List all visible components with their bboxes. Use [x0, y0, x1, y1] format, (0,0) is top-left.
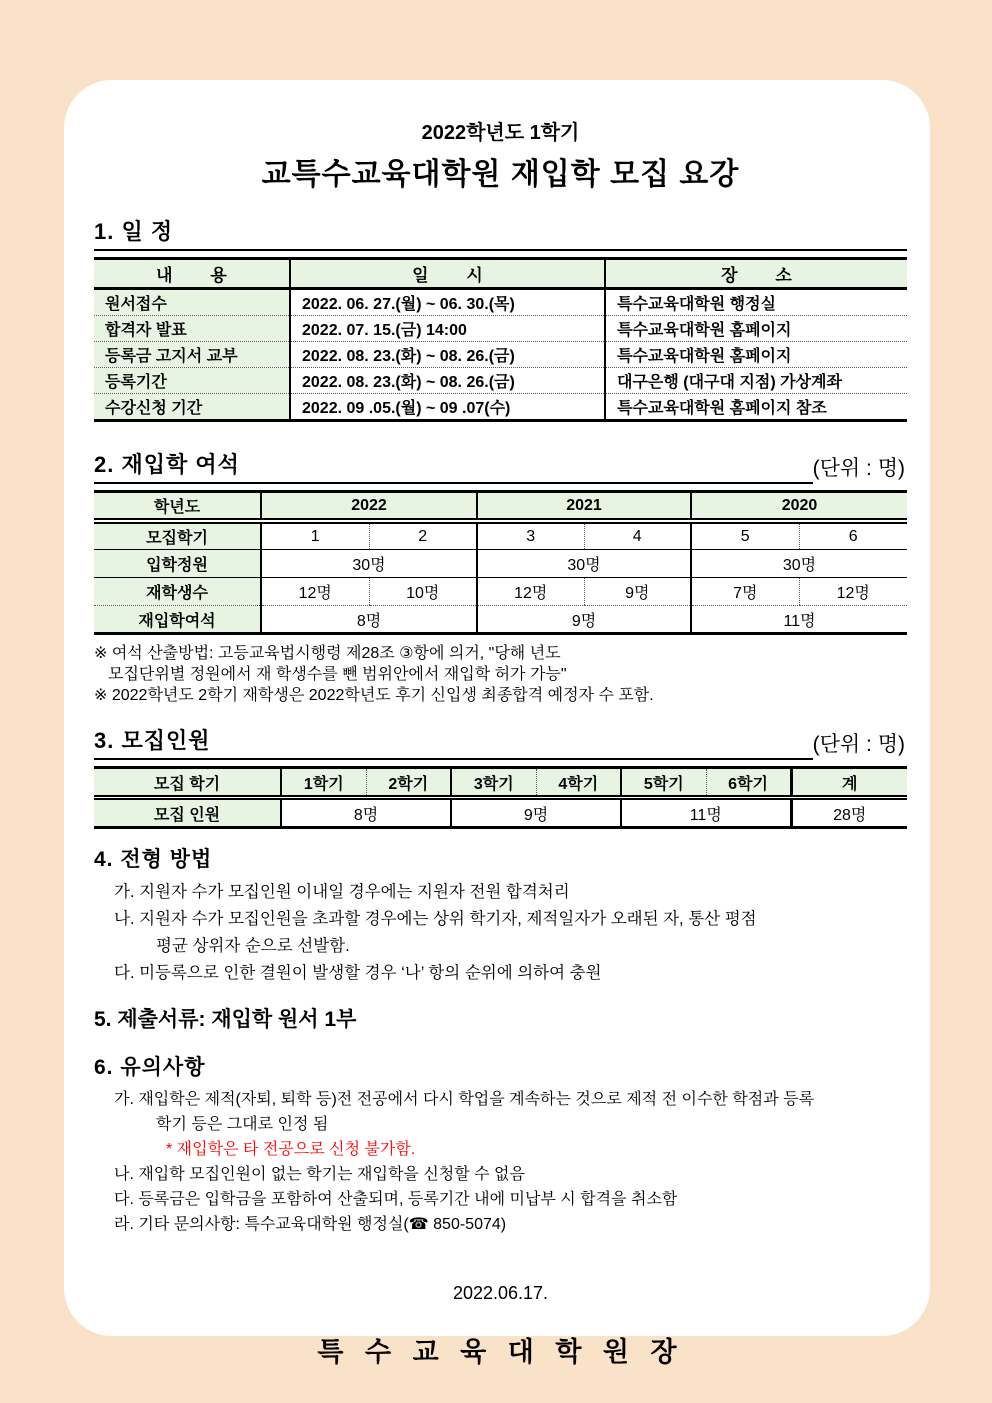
- schedule-row-datetime: 2022. 09 .05.(월) ~ 09 .07(수): [290, 394, 605, 421]
- recruit-heading: 3. 모집인원: [94, 728, 211, 753]
- document-title: 교특수교육대학원 재입학 모집 요강: [261, 158, 740, 191]
- schedule-row-datetime: 2022. 06. 27.(월) ~ 06. 30.(목): [290, 289, 605, 316]
- cautions-item-ra-text: 라. 기타 문의사항: 특수교육대학원 행정실(: [114, 1216, 409, 1233]
- recruit-header-row: [94, 768, 907, 798]
- vacancy-label-semester: 모집학기: [94, 521, 261, 550]
- recruit-unit-label: (단위 : 명): [812, 733, 905, 756]
- enrolled-sem4: 9명: [584, 578, 691, 606]
- enrolled-sem2: 10명: [369, 578, 477, 606]
- vacancy-label-vacancy: 재입학여석: [94, 606, 261, 634]
- vacancy-unit-label: (단위 : 명): [812, 457, 905, 480]
- schedule-row-label: 등록기간: [94, 368, 290, 394]
- cautions-item-da: 다. 등록금은 입학금을 포함하여 산출되며, 등록기간 내에 미납부 시 합격을 취소함: [114, 1191, 678, 1208]
- schedule-row-label: 합격자 발표: [94, 316, 290, 342]
- schedule-row: [94, 289, 907, 316]
- cautions-item-ga-cont: 학기 등은 그대로 인정 됨: [156, 1116, 329, 1133]
- document-subtitle: 2022학년도 1학기: [421, 122, 580, 144]
- document-page: [64, 80, 930, 1367]
- schedule-row: [94, 316, 907, 342]
- schedule-heading: 1. 일 정: [94, 219, 174, 244]
- vacancy-table: [94, 490, 907, 635]
- recruit-total-header: 계: [791, 768, 907, 798]
- cautions-item-na: 나. 재입학 모집인원이 없는 학기는 재입학을 신청할 수 없음: [114, 1166, 525, 1183]
- year-2021: 2021: [477, 492, 691, 522]
- enrolled-sem1: 12명: [261, 578, 369, 606]
- recruit-value-sem34: 9명: [451, 798, 621, 828]
- cautions-item-ga: 가. 재입학은 제적(자퇴, 퇴학 등)전 전공에서 다시 학업을 계속하는 것으로 제적 전 이수한 학점과 등록: [114, 1091, 815, 1108]
- recruit-header-label: 모집 학기: [94, 768, 281, 798]
- cautions-item-ra: [114, 1212, 907, 1237]
- quota-2022: 30명: [261, 550, 477, 578]
- method-item-na-cont: 평균 상위자 순으로 선발함.: [156, 937, 350, 955]
- vacancy-label-quota: 입학정원: [94, 550, 261, 578]
- schedule-row-place: 특수교육대학원 홈페이지 참조: [605, 394, 907, 421]
- vacancy-notes: [94, 643, 907, 706]
- vacancy-note-line: ※ 여석 산출방법: 고등교육법시행령 제28조 ③항에 의거, "당해 년도: [94, 645, 561, 662]
- cautions-item-ra-phone: 850-5074): [428, 1216, 507, 1233]
- year-2020: 2020: [691, 492, 907, 522]
- schedule-row-place: 특수교육대학원 홈페이지: [605, 316, 907, 342]
- schedule-row-label: 수강신청 기간: [94, 394, 290, 421]
- vacancy-semester-row: [94, 521, 907, 550]
- vacancy-label-enrolled: 재학생수: [94, 578, 261, 606]
- schedule-col-datetime: 일 시: [290, 259, 605, 289]
- section-heading-schedule: [94, 215, 907, 251]
- recruit-sem5-header: 5학기: [621, 768, 706, 798]
- vacancy-note-line: ※ 2022학년도 2학기 재학생은 2022학년도 후기 신입생 최종합격 예정자 수 포함.: [94, 687, 654, 704]
- method-heading: 4. 전형 방법: [94, 848, 213, 871]
- schedule-row: [94, 368, 907, 394]
- semester-2: 2: [369, 521, 477, 550]
- vacancy-heading: 2. 재입학 여석: [94, 452, 240, 477]
- documents-heading: 5. 제출서류: 재입학 원서 1부: [94, 1008, 357, 1031]
- vacancy-2020: 11명: [691, 606, 907, 634]
- enrolled-sem3: 12명: [477, 578, 584, 606]
- schedule-table: [94, 257, 907, 422]
- schedule-row: [94, 394, 907, 421]
- recruit-sem2-header: 2학기: [366, 768, 451, 798]
- recruit-sem3-header: 3학기: [451, 768, 536, 798]
- quota-2021: 30명: [477, 550, 691, 578]
- recruit-sem6-header: 6학기: [706, 768, 791, 798]
- schedule-row-label: 원서접수: [94, 289, 290, 316]
- schedule-row-datetime: 2022. 08. 23.(화) ~ 08. 26.(금): [290, 342, 605, 368]
- method-item-na: 나. 지원자 수가 모집인원을 초과할 경우에는 상위 학기자, 제적일자가 오래된 자, 통산 평점: [114, 910, 757, 928]
- vacancy-year-row: [94, 492, 907, 522]
- document-content: [94, 116, 907, 1369]
- document-date: 2022.06.17.: [452, 1283, 549, 1303]
- semester-6: 6: [799, 521, 907, 550]
- vacancy-label-year: 학년도: [94, 492, 261, 522]
- recruit-value-total: 28명: [791, 798, 907, 828]
- vacancy-vacancy-row: [94, 606, 907, 634]
- semester-1: 1: [261, 521, 369, 550]
- schedule-row-place: 특수교육대학원 행정실: [605, 289, 907, 316]
- recruit-sem4-header: 4학기: [536, 768, 621, 798]
- schedule-header-row: [94, 259, 907, 289]
- semester-3: 3: [477, 521, 584, 550]
- phone-icon: ☎: [408, 1216, 429, 1233]
- schedule-row-label: 등록금 고지서 교부: [94, 342, 290, 368]
- enrolled-sem6: 12명: [799, 578, 907, 606]
- vacancy-enrolled-row: [94, 578, 907, 606]
- recruit-sem1-header: 1학기: [281, 768, 366, 798]
- vacancy-2021: 9명: [477, 606, 691, 634]
- method-item-ga: 가. 지원자 수가 모집인원 이내일 경우에는 지원자 전원 합격처리: [114, 883, 570, 901]
- enrolled-sem5: 7명: [691, 578, 799, 606]
- vacancy-quota-row: [94, 550, 907, 578]
- schedule-row: [94, 342, 907, 368]
- schedule-row-datetime: 2022. 08. 23.(화) ~ 08. 26.(금): [290, 368, 605, 394]
- recruit-row-label: 모집 인원: [94, 798, 281, 828]
- schedule-row-place: 대구은행 (대구대 지점) 가상계좌: [605, 368, 907, 394]
- vacancy-note-line: 모집단위별 정원에서 재 학생수를 뺀 범위안에서 재입학 허가 가능": [108, 666, 567, 683]
- vacancy-2022: 8명: [261, 606, 477, 634]
- quota-2020: 30명: [691, 550, 907, 578]
- cautions-items: [114, 1087, 907, 1237]
- section-heading-vacancy: [94, 448, 907, 484]
- recruit-value-row: [94, 798, 907, 828]
- recruit-value-sem56: 11명: [621, 798, 791, 828]
- method-item-da: 다. 미등록으로 인한 결원이 발생할 경우 ‘나’ 항의 순위에 의하여 충원: [114, 964, 602, 982]
- schedule-col-place: 장 소: [605, 259, 907, 289]
- schedule-row-place: 특수교육대학원 홈페이지: [605, 342, 907, 368]
- schedule-row-datetime: 2022. 07. 15.(금) 14:00: [290, 316, 605, 342]
- recruit-value-sem12: 8명: [281, 798, 451, 828]
- method-items: [114, 879, 907, 987]
- semester-4: 4: [584, 521, 691, 550]
- cautions-warning-red: * 재입학은 타 전공으로 신청 불가함.: [166, 1141, 416, 1158]
- recruit-table: [94, 766, 907, 829]
- cautions-heading: 6. 유의사항: [94, 1056, 206, 1079]
- section-heading-recruit: [94, 724, 907, 760]
- semester-5: 5: [691, 521, 799, 550]
- year-2022: 2022: [261, 492, 477, 522]
- signature-line: 특 수 교 육 대 학 원 장: [317, 1337, 684, 1367]
- schedule-col-content: 내 용: [94, 259, 290, 289]
